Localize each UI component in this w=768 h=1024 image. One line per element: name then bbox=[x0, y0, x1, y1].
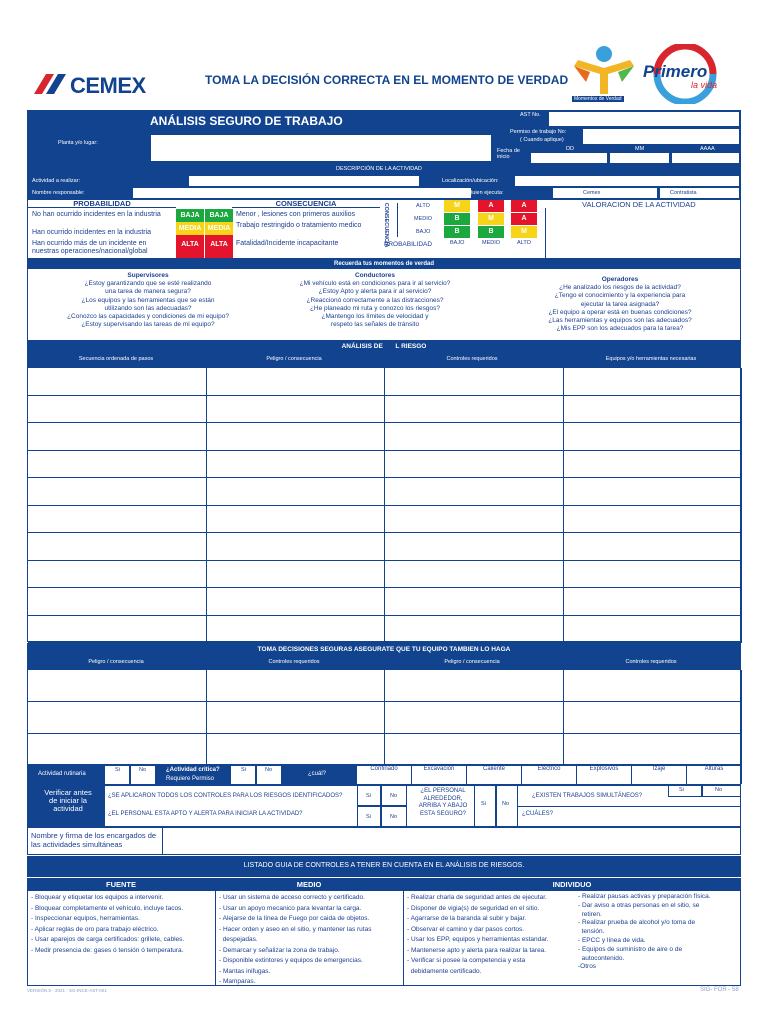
medio-item: - Hacer orden y aseo en el sitio, y mantener las rutas bbox=[219, 925, 372, 933]
primero-text: Primero bbox=[643, 62, 708, 81]
si-label: Si bbox=[679, 787, 684, 793]
decisions-cell[interactable] bbox=[385, 670, 564, 702]
cemex-logo bbox=[32, 72, 162, 98]
actividad-field[interactable] bbox=[188, 175, 420, 187]
analysis-cell[interactable] bbox=[28, 588, 207, 616]
analysis-cell[interactable] bbox=[385, 616, 564, 644]
individuo-item: - Usar los EPP, equipos y herramientas estandar. bbox=[407, 936, 549, 943]
fuente-item: - Inspeccionar equipos, herramientas. bbox=[31, 915, 140, 922]
si-label: Si bbox=[481, 801, 486, 807]
aaaa-label: AAAA bbox=[700, 146, 715, 152]
medio-list bbox=[219, 893, 401, 988]
decisions-col-peligro-2: Peligro / consecuencia bbox=[444, 659, 500, 665]
individuo-list-b bbox=[578, 893, 738, 972]
analysis-cell[interactable] bbox=[28, 561, 207, 589]
fecha-mm-field[interactable] bbox=[609, 152, 670, 164]
descripcion-label: DESCRIPCIÓN DE LA ACTIVIDAD bbox=[336, 166, 422, 172]
permit-type-option[interactable]: Explosivos bbox=[577, 766, 632, 784]
nombre-resp-label: Nombre responsable: bbox=[32, 190, 85, 196]
consequence-arrow-icon bbox=[397, 203, 398, 237]
grid-1-2: A bbox=[511, 213, 537, 225]
individuo-item: debidamente certificado. bbox=[407, 967, 482, 975]
q4-si[interactable] bbox=[668, 785, 702, 797]
permit-type-option[interactable]: Caliente bbox=[467, 766, 522, 784]
momentos-label: Momentos de Verdad bbox=[574, 96, 622, 102]
grid-0-1: A bbox=[478, 200, 504, 212]
prob-level-baja: BAJA bbox=[176, 209, 204, 222]
contratista-option[interactable] bbox=[659, 187, 740, 199]
no-label: No bbox=[390, 814, 398, 820]
q3-no[interactable] bbox=[496, 785, 518, 827]
fecha-aaaa-field[interactable] bbox=[671, 152, 740, 164]
verificar-label: Verificar antes de iniciar la actividad bbox=[44, 788, 92, 813]
q3-si[interactable] bbox=[474, 785, 496, 827]
supervisores-item: ¿Estoy supervisando las tareas de mi equipo? bbox=[81, 321, 215, 329]
medio-title: MEDIO bbox=[296, 880, 322, 889]
cemex-option[interactable] bbox=[552, 187, 658, 199]
q2-label: ¿EL PERSONAL ESTA APTO Y ALERTA PARA INICIAR LA ACTIVIDAD? bbox=[108, 811, 303, 817]
analysis-cell[interactable] bbox=[207, 478, 386, 506]
conductores-item: ¿Mantengo los límites de velocidad y bbox=[321, 313, 429, 321]
supervisores-item: ¿Conozco las capacidades y condiciones de mi equipo? bbox=[67, 313, 229, 321]
analysis-grid[interactable] bbox=[27, 367, 741, 642]
decisions-cell[interactable] bbox=[207, 670, 386, 702]
planta-label: Planta y/o lugar: bbox=[58, 140, 98, 146]
fuente-list bbox=[31, 893, 213, 956]
permiso-field[interactable] bbox=[582, 128, 740, 145]
analysis-cell[interactable] bbox=[207, 396, 386, 424]
analysis-cell[interactable] bbox=[385, 423, 564, 451]
nombre-resp-field[interactable] bbox=[132, 187, 472, 199]
medio-item: despejadas. bbox=[219, 936, 258, 943]
permit-types bbox=[356, 765, 741, 785]
cons-level-baja: BAJA bbox=[205, 209, 233, 222]
operadores-item: ¿Las herramientas y equipos son las adecuados? bbox=[548, 317, 692, 325]
analysis-cell[interactable] bbox=[564, 423, 743, 451]
fuente-title: FUENTE bbox=[106, 880, 136, 889]
analysis-cell[interactable] bbox=[564, 533, 743, 561]
permit-type-option[interactable]: Excavación bbox=[412, 766, 467, 784]
moments-title: Recuerda tus momentos de verdad bbox=[27, 259, 741, 269]
planta-field[interactable] bbox=[150, 134, 492, 162]
cemex-logo-icon bbox=[32, 72, 72, 96]
analysis-col-equipos: Equipos y/o herramientas necesarias bbox=[605, 356, 697, 362]
contratista-option-label: Contratista bbox=[670, 190, 697, 196]
analysis-cell[interactable] bbox=[385, 506, 564, 534]
analysis-cell[interactable] bbox=[564, 616, 743, 644]
prob-level-media: MEDIA bbox=[176, 222, 204, 235]
analysis-cell[interactable] bbox=[28, 396, 207, 424]
quien-ejecuta-label: Quien ejecuta: bbox=[468, 190, 504, 196]
q2-si[interactable] bbox=[357, 806, 381, 827]
prob-row-3-text: Han ocurrido más de un incidente en nuestras operaciones/nacional/global bbox=[32, 240, 148, 255]
conductores-item: ¿Estoy Apto y alerta para ir al servicio? bbox=[318, 288, 432, 296]
valoracion-field[interactable] bbox=[545, 208, 741, 258]
no-label: No bbox=[715, 787, 723, 793]
footer-version: VERSIÓN 5 - 2021 - SG-INCE-AST-001 bbox=[27, 988, 107, 993]
medio-item: - Alejarse de la línea de Fuego por caida de objetos. bbox=[219, 915, 370, 922]
analysis-cell[interactable] bbox=[385, 368, 564, 396]
axis-alto: ALTO bbox=[416, 203, 430, 209]
cons-row-2-text: Trabajo restringido o tratamiento medico bbox=[236, 222, 362, 229]
critica-no[interactable] bbox=[256, 765, 282, 785]
axis-bajo: BAJO bbox=[416, 229, 431, 235]
conductores-item: ¿He planeado mi ruta y conozco los riesgos? bbox=[309, 304, 441, 312]
decisions-cell[interactable] bbox=[564, 670, 743, 702]
analysis-cell[interactable] bbox=[207, 588, 386, 616]
fuente-item: - Usar aparejos de carga certificados: grillete, cables. bbox=[31, 936, 185, 943]
analysis-cell[interactable] bbox=[564, 478, 743, 506]
conductores-block bbox=[260, 272, 490, 329]
operadores-item: ¿El equipo a operar está en buenas condiciones? bbox=[548, 308, 692, 316]
primero-logo bbox=[637, 44, 732, 104]
cons-level-media: MEDIA bbox=[205, 222, 233, 235]
decisions-cell[interactable] bbox=[385, 702, 564, 734]
analysis-cell[interactable] bbox=[385, 533, 564, 561]
operadores-item: ¿He analizado los riesgos de la actividad? bbox=[559, 284, 681, 292]
supervisores-item: una tarea de manera segura? bbox=[105, 288, 191, 296]
supervisores-block bbox=[28, 272, 268, 329]
permit-type-option[interactable]: Alturas bbox=[687, 766, 742, 784]
fuente-item: - Medir presencia de: gases ó tensión ó temperatura. bbox=[31, 946, 184, 954]
dd-label: DD bbox=[566, 146, 574, 152]
analysis-col-pasos: Secuencia ordenada de pasos bbox=[78, 356, 154, 362]
ast-no-field[interactable] bbox=[548, 111, 740, 127]
q4-no[interactable] bbox=[702, 785, 741, 797]
individuo-item: - Dar aviso a otras personas en el sitio, se bbox=[578, 901, 700, 909]
analysis-title: ANÁLISIS DE L RIESGO bbox=[27, 341, 741, 352]
prob-level-alta: ALTA bbox=[176, 235, 204, 258]
analysis-cell[interactable] bbox=[385, 478, 564, 506]
decisions-cell[interactable] bbox=[385, 734, 564, 766]
rutinaria-no[interactable] bbox=[130, 765, 156, 785]
analysis-cell[interactable] bbox=[564, 396, 743, 424]
grid-2-2: M bbox=[511, 226, 537, 238]
decisions-col-controles-1: Controles requeridos bbox=[268, 659, 320, 665]
localizacion-field[interactable] bbox=[514, 175, 740, 187]
momentos-logo bbox=[570, 42, 638, 104]
decisions-title: TOMA DECISIONES SEGURAS ASEGURATE QUE TU EQUIPO TAMBIEN LO HAGA bbox=[27, 643, 741, 656]
brand-name: CEMEX bbox=[70, 73, 146, 98]
operadores-block bbox=[505, 276, 735, 333]
analysis-cell[interactable] bbox=[564, 561, 743, 589]
decisions-cell[interactable] bbox=[564, 702, 743, 734]
q2-no[interactable] bbox=[381, 806, 407, 827]
analysis-cell[interactable] bbox=[385, 588, 564, 616]
analysis-cell[interactable] bbox=[207, 423, 386, 451]
individuo-item: -Otros bbox=[578, 963, 597, 971]
consecuencia-vertical-label: CONSECUENCIA bbox=[383, 202, 389, 248]
axis-col-medio: MEDIO bbox=[482, 240, 501, 246]
q3-label: ¿EL PERSONAL ALREDEDOR, ARRIBA Y ABAJO ESTA SEGURO? bbox=[418, 788, 468, 817]
analysis-cell[interactable] bbox=[207, 368, 386, 396]
decisions-cell[interactable] bbox=[207, 734, 386, 766]
conductores-title: Conductores bbox=[354, 272, 396, 279]
decisions-grid[interactable] bbox=[27, 669, 741, 765]
individuo-item: - Observar el camino y dar pasos cortos. bbox=[407, 925, 525, 933]
individuo-item: - Verificar si posee la competencia y esta bbox=[407, 957, 526, 964]
no-label: No bbox=[390, 793, 398, 799]
q1-no[interactable] bbox=[381, 785, 407, 806]
fecha-label: Fecha de inicio bbox=[497, 148, 520, 160]
cuando-aplique-label: ( Cuando aplique) bbox=[520, 137, 564, 143]
decisions-col-controles-2: Controles requeridos bbox=[625, 659, 677, 665]
no-label: No bbox=[265, 767, 273, 773]
analysis-cell[interactable] bbox=[28, 616, 207, 644]
guide-divider-2 bbox=[403, 890, 404, 986]
supervisores-item: ¿Los equipos y las herramientas que se están bbox=[81, 296, 215, 304]
medio-item: - Usar un apoyo mecanico para levantar la carga. bbox=[219, 904, 362, 912]
decisions-cell[interactable] bbox=[564, 734, 743, 766]
analysis-cell[interactable] bbox=[564, 451, 743, 479]
analysis-cell[interactable] bbox=[207, 561, 386, 589]
analysis-cell[interactable] bbox=[564, 588, 743, 616]
individuo-item: - Realizar prueba de alcohol y/o toma de bbox=[578, 919, 696, 927]
grid-1-0: B bbox=[444, 213, 470, 225]
analysis-cell[interactable] bbox=[564, 368, 743, 396]
individuo-item: - Equipos de suministro de aire o de bbox=[578, 945, 683, 953]
analysis-cell[interactable] bbox=[207, 616, 386, 644]
individuo-item: - Realizar pausas activas y preparación física. bbox=[578, 893, 711, 900]
permiso-label: Permiso de trabajo No: bbox=[510, 129, 567, 135]
operadores-item: ¿Tengo el conocimiento y la experiencia para bbox=[554, 292, 686, 300]
supervisores-item: ¿Estoy garantizando que se esté realizando bbox=[84, 280, 212, 288]
analysis-cell[interactable] bbox=[385, 451, 564, 479]
individuo-item: tensión. bbox=[578, 928, 605, 936]
probabilidad-header: PROBABILIDAD bbox=[28, 199, 176, 208]
conductores-item: ¿Reaccionó correctamente a las distracciones? bbox=[306, 296, 444, 304]
analysis-cell[interactable] bbox=[564, 506, 743, 534]
analysis-cell[interactable] bbox=[385, 396, 564, 424]
analysis-col-peligro: Peligro / consecuencia bbox=[266, 356, 322, 362]
decisions-cell[interactable] bbox=[28, 734, 207, 766]
si-label: Si bbox=[366, 814, 371, 820]
valoracion-label: VALORACION DE LA ACTIVIDAD bbox=[582, 200, 696, 209]
decisions-col-peligro-1: Peligro / consecuencia bbox=[88, 659, 144, 665]
prob-row-1-text: No han ocurrido incidentes en la industria bbox=[32, 211, 161, 218]
critica-label: ¿Actividad critica? bbox=[166, 767, 220, 773]
si-label: Si bbox=[115, 767, 120, 773]
consecuencia-header: CONSECUENCIA bbox=[232, 199, 380, 208]
decisions-cell[interactable] bbox=[207, 702, 386, 734]
si-label: Si bbox=[366, 793, 371, 799]
permit-type-option[interactable]: Confinado bbox=[357, 766, 412, 784]
prob-row-2-text: Han ocurrido incidentes en la industria bbox=[32, 229, 152, 236]
requiere-label: Requiere Permiso bbox=[166, 776, 215, 782]
q1-label: ¿SE APLICARON TODOS LOS CONTROLES PARA LOS RIESGOS IDENTIFICADOS? bbox=[108, 793, 343, 799]
form-title: ANÁLISIS SEGURO DE TRABAJO bbox=[150, 114, 343, 128]
q1-si[interactable] bbox=[357, 785, 381, 806]
permit-type-option[interactable]: Izaje bbox=[632, 766, 687, 784]
decisions-cell[interactable] bbox=[28, 702, 207, 734]
individuo-item: - Agarrarse de la baranda al subir y bajar. bbox=[407, 915, 527, 922]
permit-type-option[interactable]: Eléctrico bbox=[522, 766, 577, 784]
slogan: TOMA LA DECISIÓN CORRECTA EN EL MOMENTO DE VERDAD bbox=[205, 73, 569, 87]
analysis-cell[interactable] bbox=[28, 478, 207, 506]
axis-medio: MEDIO bbox=[414, 216, 433, 222]
cuales-label: ¿CUÁLES? bbox=[522, 811, 554, 817]
grid-1-1: M bbox=[478, 213, 504, 225]
la-vida-text: la vida bbox=[691, 80, 718, 90]
cons-row-1-text: Menor , lesiones con primeros auxilios bbox=[236, 211, 356, 218]
fuente-item: - Bloquear completamente el vehículo, incluye tacos. bbox=[31, 904, 184, 912]
critica-si[interactable] bbox=[230, 765, 256, 785]
medio-item: - Mamparas. bbox=[219, 978, 256, 985]
rutinaria-label: Actividad rutinaria bbox=[38, 771, 86, 777]
ast-no-label: AST No. bbox=[520, 112, 541, 118]
individuo-list-a bbox=[407, 893, 577, 977]
actividad-label: Actividad a realizar: bbox=[32, 178, 80, 184]
cual-label: ¿cuál? bbox=[308, 771, 327, 777]
prob-axis-label: PROBABILIDAD bbox=[384, 241, 433, 248]
cemex-option-label: Cemex bbox=[583, 190, 601, 196]
individuo-item: - EPCC y línea de vida. bbox=[578, 936, 646, 944]
individuo-item: autocontenido. bbox=[578, 954, 625, 962]
decisions-cell[interactable] bbox=[28, 670, 207, 702]
individuo-item: retiren. bbox=[578, 910, 602, 918]
analysis-cell[interactable] bbox=[28, 506, 207, 534]
conductores-item: respeto las señales de tránsito bbox=[330, 321, 420, 329]
medio-item: - Demarcar y señalizar la zona de trabajo. bbox=[219, 946, 340, 954]
analysis-cell[interactable] bbox=[207, 533, 386, 561]
individuo-item: - Realizar charla de seguridad antes de ejecutar. bbox=[407, 894, 547, 901]
axis-col-bajo: BAJO bbox=[450, 240, 465, 246]
individuo-title: INDIVIDUO bbox=[552, 880, 592, 889]
guide-divider-1 bbox=[215, 890, 216, 986]
grid-2-0: B bbox=[444, 226, 470, 238]
fuente-item: - Aplicar reglas de oro para trabajo eléctrico. bbox=[31, 925, 159, 933]
individuo-item: - Mantenerse apto y alerta para realizar la tarea. bbox=[407, 946, 547, 954]
footer-code: SIG- FOR - 58 bbox=[700, 987, 739, 993]
medio-item: - Usar un sistema de acceso correcto y certificado. bbox=[219, 894, 365, 901]
cons-level-alta: ALTA bbox=[205, 235, 233, 258]
no-label: No bbox=[139, 767, 147, 773]
conductores-item: ¿Mi vehículo está en condiciones para ir al servicio? bbox=[299, 280, 451, 288]
cuales-field[interactable] bbox=[518, 806, 741, 827]
analysis-cell[interactable] bbox=[28, 368, 207, 396]
analysis-cell[interactable] bbox=[28, 451, 207, 479]
analysis-cell[interactable] bbox=[207, 451, 386, 479]
supervisores-title: Supervisores bbox=[127, 272, 169, 279]
operadores-item: ejecutar la tarea asignada? bbox=[580, 300, 660, 308]
cons-row-3-text: Fatalidad/Incidente incapacitante bbox=[236, 240, 339, 247]
q4-label: ¿EXISTEN TRABAJOS SIMULTÁNEOS? bbox=[532, 793, 643, 799]
axis-col-alto: ALTO bbox=[517, 240, 531, 246]
fuente-item: - Bloquear y etiquetar los equipos a intervenir. bbox=[31, 894, 164, 901]
analysis-cell[interactable] bbox=[385, 561, 564, 589]
individuo-item: - Disponer de vigia(s) de seguridad en el sitio. bbox=[407, 904, 540, 912]
guide-title: LISTADO GUIA DE CONTROLES A TENER EN CUENTA EN EL ANÁLISIS DE RIESGOS. bbox=[243, 862, 525, 869]
si-label: Si bbox=[241, 767, 246, 773]
localizacion-label: Localización/ubicación: bbox=[442, 178, 499, 184]
grid-0-2: A bbox=[511, 200, 537, 212]
grid-0-0: M bbox=[444, 200, 470, 212]
fecha-dd-field[interactable] bbox=[530, 152, 608, 164]
firma-label: Nombre y firma de los encargados de las actividades simultáneas bbox=[31, 831, 157, 849]
mm-label: MM bbox=[635, 146, 645, 152]
medio-item: - Mantas inifugas. bbox=[219, 967, 271, 975]
analysis-cell[interactable] bbox=[28, 423, 207, 451]
supervisores-item: utilizando son las adecuadas? bbox=[104, 304, 192, 312]
rutinaria-si[interactable] bbox=[104, 765, 130, 785]
firma-field[interactable] bbox=[162, 827, 741, 855]
no-label: No bbox=[502, 801, 510, 807]
analysis-col-controles: Controles requeridos bbox=[446, 356, 498, 362]
analysis-cell[interactable] bbox=[207, 506, 386, 534]
operadores-title: Operadores bbox=[601, 276, 639, 283]
operadores-item: ¿Mis EPP son los adecuados para la tarea? bbox=[556, 325, 684, 333]
grid-2-1: B bbox=[478, 226, 504, 238]
medio-item: - Disponible extintores y equipos de emergencias. bbox=[219, 957, 363, 964]
analysis-cell[interactable] bbox=[28, 533, 207, 561]
momentos-person-icon bbox=[570, 42, 638, 104]
